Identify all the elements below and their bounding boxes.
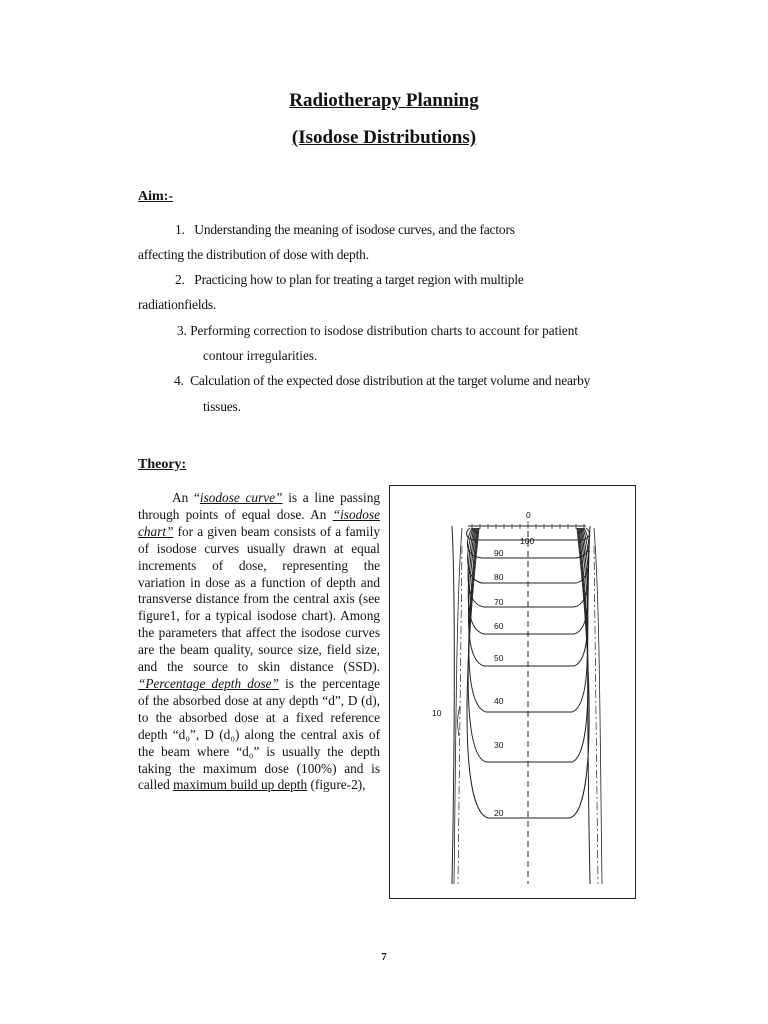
term-max-build-up-depth: maximum build up depth bbox=[173, 777, 308, 793]
label-30: 30 bbox=[494, 740, 504, 750]
term-isodose-curve: isodose curve” bbox=[199, 490, 283, 505]
aim-number: 3. bbox=[177, 323, 187, 338]
aim-item-3-continued: contour irregularities. bbox=[203, 348, 318, 363]
label-60: 60 bbox=[494, 621, 504, 631]
axis-zero-label: 0 bbox=[526, 510, 531, 520]
aim-item-1 bbox=[175, 222, 515, 238]
label-40: 40 bbox=[494, 696, 504, 706]
theory-text: is a line passing through points of equal dose. An bbox=[138, 490, 380, 522]
aim-text: Understanding the meaning of isodose curves, and the factors bbox=[194, 222, 515, 237]
label-50: 50 bbox=[494, 653, 504, 663]
term-percentage-depth-dose: “Percentage depth dose” bbox=[138, 675, 279, 691]
aim-number: 1. bbox=[175, 222, 185, 237]
theory-text: An “ bbox=[172, 490, 200, 505]
page-number: 7 bbox=[381, 951, 387, 963]
theory-heading: Theory: bbox=[138, 457, 187, 472]
label-20: 20 bbox=[494, 808, 504, 818]
isodose-curve-10-right bbox=[594, 528, 602, 884]
label-90: 90 bbox=[494, 548, 504, 558]
isodose-curve-10-left bbox=[454, 528, 462, 884]
aim-number: 2. bbox=[175, 272, 185, 287]
theory-text: (figure-2), bbox=[307, 777, 366, 793]
aim-item-1-continued: affecting the distribution of dose with depth. bbox=[138, 247, 369, 262]
isodose-chart-figure bbox=[389, 485, 636, 899]
aim-item-2 bbox=[175, 272, 524, 288]
page-title: Radiotherapy Planning bbox=[289, 90, 479, 111]
label-100: 100 bbox=[520, 536, 535, 546]
theory-text: for a given beam consists of a family of isodose curves usually drawn at equal increments of dose, representing the variation in dose as a function of depth and transverse distance from the central axis (see figure1, for a typical isodose chart). Among the parameters that affect the isodose curves are the beam quality, source size, field size, and the source to skin distance (SSD). bbox=[138, 523, 380, 675]
theory-paragraph bbox=[138, 490, 380, 794]
theory-text: is the percentage of the absorbed dose at any depth “d”, D (d), to the absorbed dose at a fixed reference depth “d₀”, D (d₀) along the central axis of the beam where “d₀” is usually the depth taking the maximum dose (100%) and is called bbox=[138, 675, 381, 793]
label-80: 80 bbox=[494, 572, 504, 582]
aim-text: Practicing how to plan for treating a target region with multiple bbox=[194, 272, 524, 287]
aim-text: Calculation of the expected dose distribution at the target volume and nearby bbox=[190, 373, 591, 388]
label-70: 70 bbox=[494, 597, 504, 607]
aim-item-3 bbox=[177, 323, 578, 339]
aim-item-4 bbox=[174, 373, 590, 389]
aim-heading: Aim:- bbox=[138, 189, 173, 204]
field-edge-left bbox=[452, 526, 454, 884]
aim-item-4-continued: tissues. bbox=[203, 399, 241, 414]
isodose-chart bbox=[390, 486, 635, 898]
aim-item-2-continued: radiationfields. bbox=[138, 297, 217, 312]
page-subtitle: (Isodose Distributions) bbox=[291, 127, 477, 148]
aim-text: Performing correction to isodose distribution charts to account for patient bbox=[190, 323, 579, 338]
label-10: 10 bbox=[432, 708, 442, 718]
aim-number: 4. bbox=[174, 373, 184, 388]
term-isodose-chart: “isodose chart” bbox=[138, 506, 380, 539]
